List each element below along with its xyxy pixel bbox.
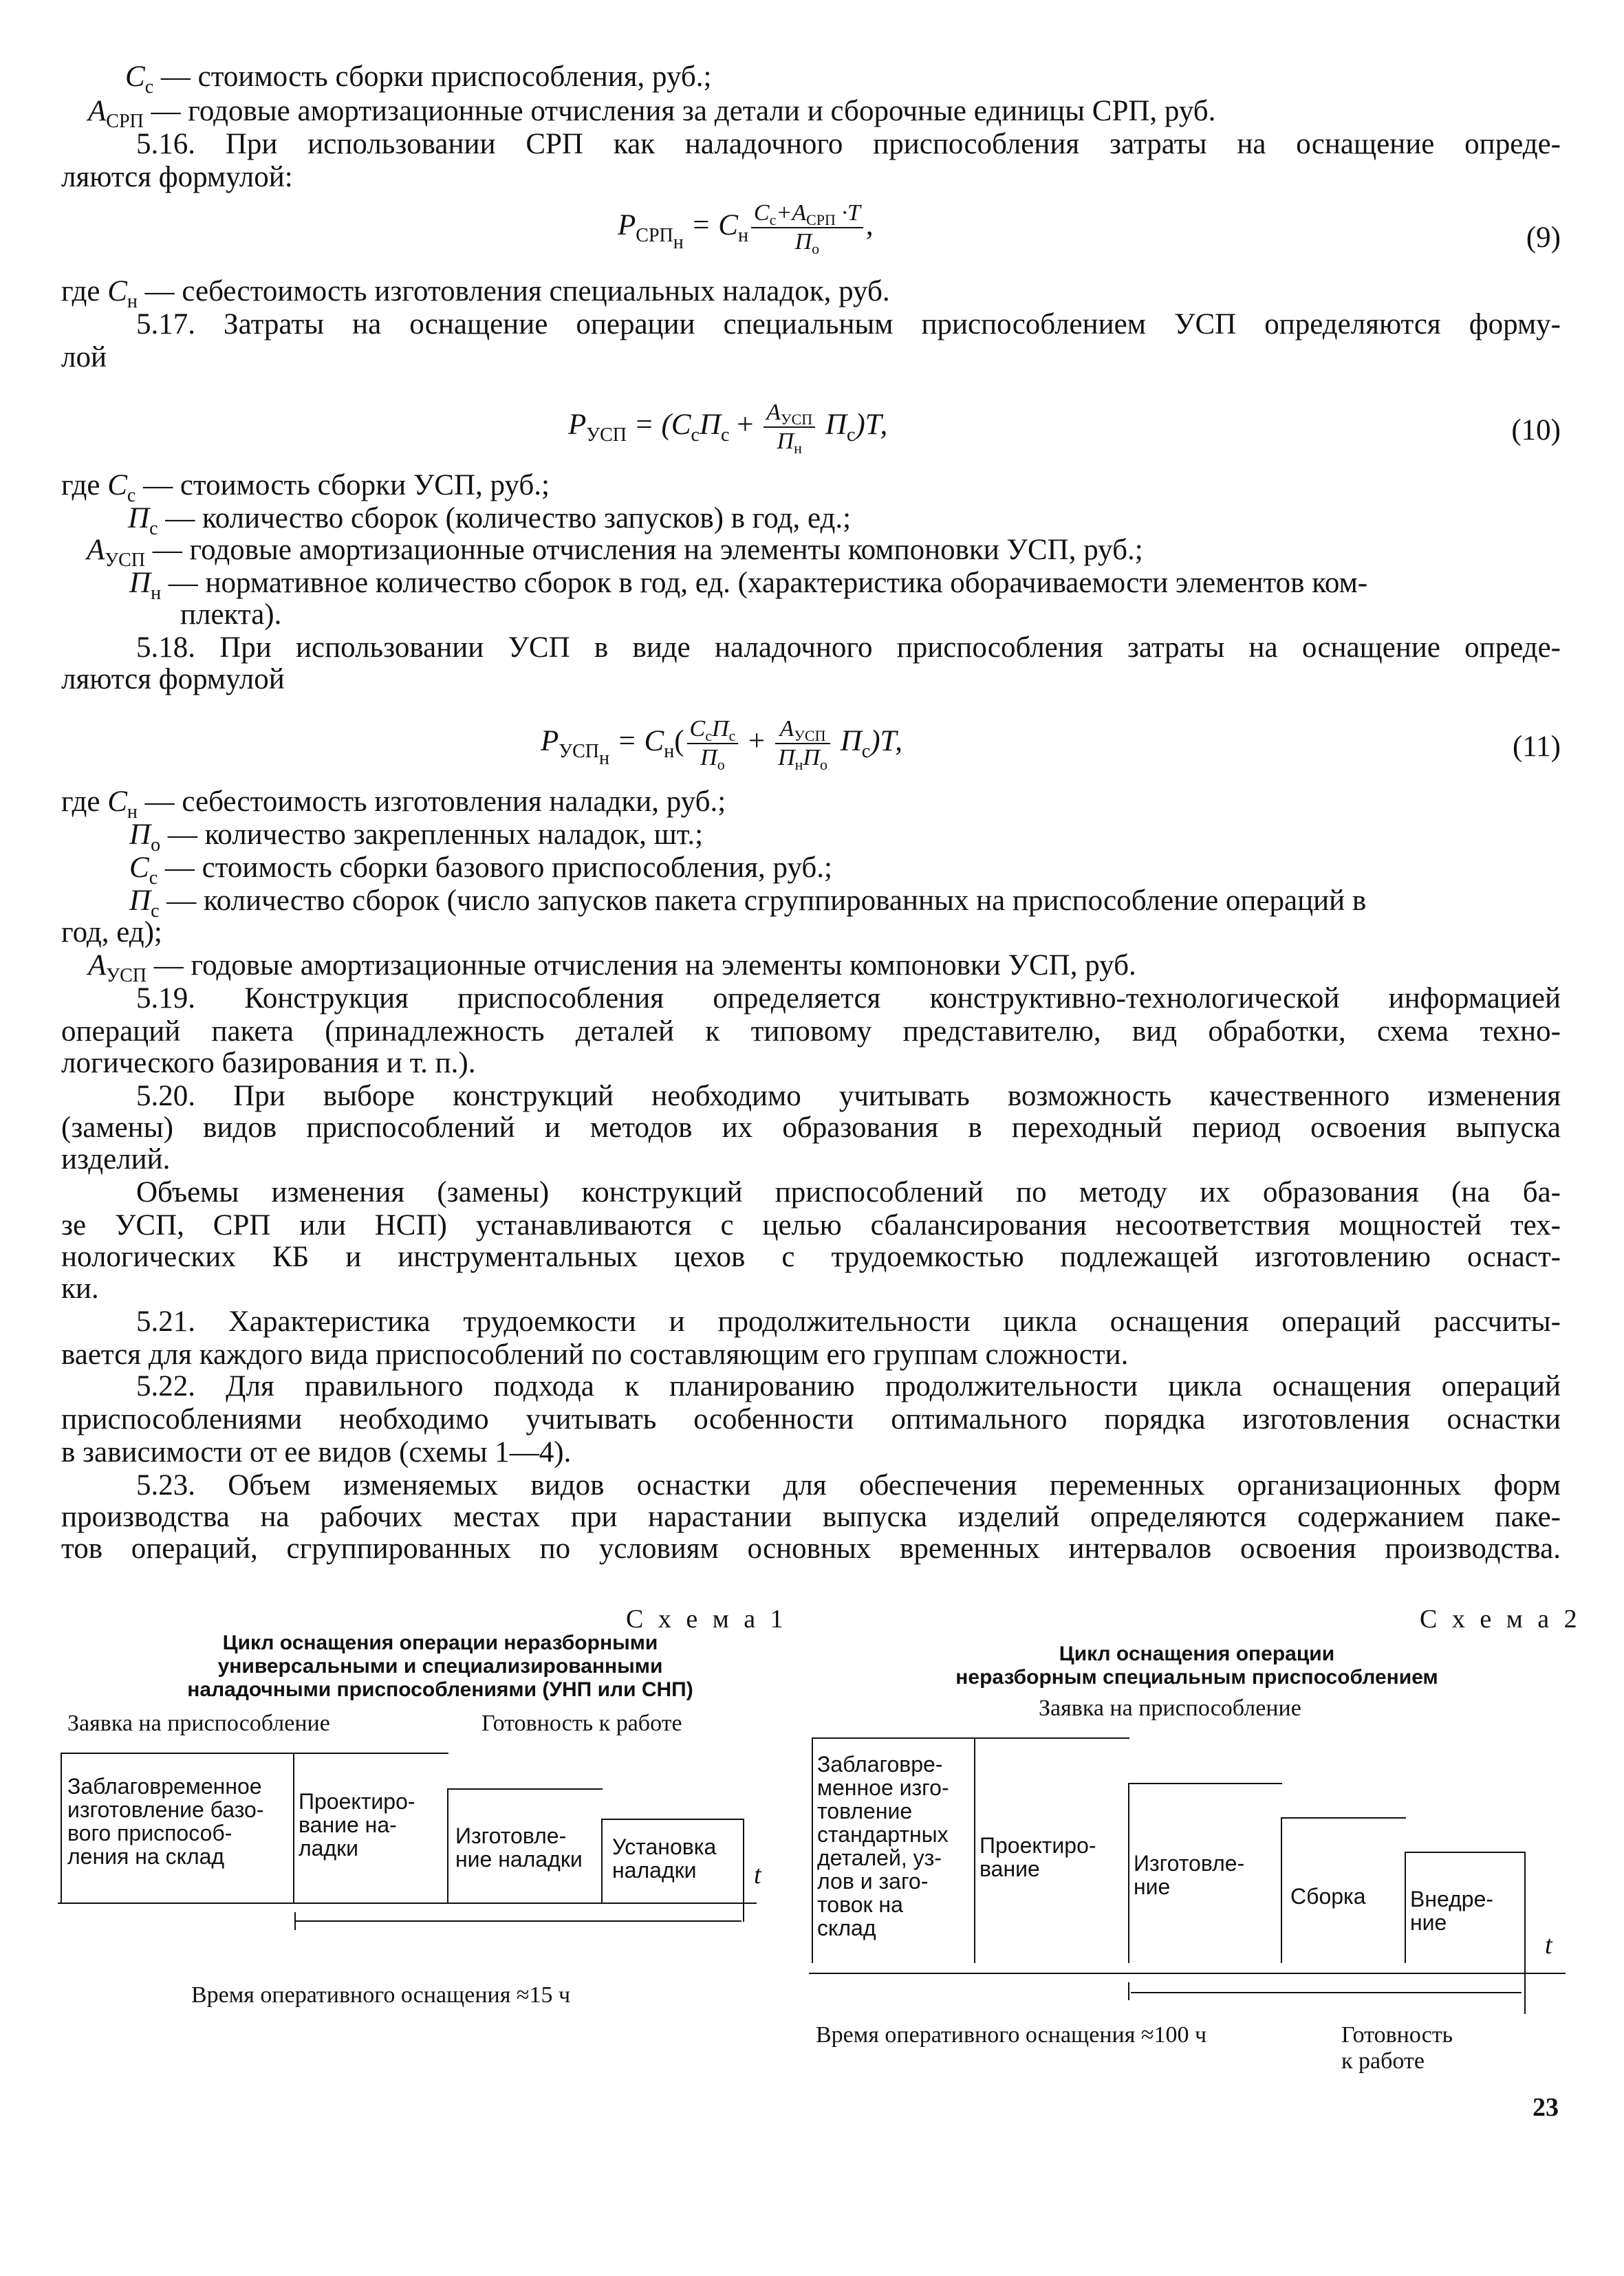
- formula-10-number: (10): [1511, 414, 1561, 446]
- scheme-1-stage-1-label: Заблаговременное изготовление базо- вого приспособ- ления на склад: [67, 1774, 264, 1869]
- scheme-1-t-label: t: [754, 1861, 761, 1889]
- scheme-2-ready-label: Готовность к работе: [1341, 2022, 1453, 2074]
- scheme-1-stage-4-label: Установка наладки: [612, 1834, 717, 1883]
- page-number: 23: [1533, 2093, 1559, 2122]
- paragraph-5-20: ки.: [61, 1272, 99, 1305]
- paragraph-5-20: изделий.: [61, 1143, 171, 1175]
- text-line: где $С_н$ — себестоимость изготовления специальных наладок, руб.: [61, 275, 890, 312]
- text-line: $П_с$ — количество сборок (число запусков пакета сгруппированных на приспособление операций в: [129, 885, 1367, 922]
- scheme-1-title: Цикл оснащения операции неразборными универсальными и специализированными наладочными приспособлениями (УНП или СНП): [187, 1632, 693, 1701]
- paragraph-5-23: производства на рабочих местах при нарастании выпуска изделий определяются содержанием паке-: [61, 1501, 1561, 1533]
- paragraph-5-19: логического базирования и т. п.).: [61, 1047, 476, 1079]
- paragraph-5-20: 5.20. При выборе конструкций необходимо учитывать возможность качественного изменения: [136, 1080, 1561, 1112]
- scheme-2-stage-1-label: Заблаговре- менное изго- товление стандартных деталей, уз- лов и заго- товок на склад: [817, 1752, 949, 1940]
- scheme-2-time-axis: [809, 1973, 1566, 1974]
- scheme-2-t-label: t: [1545, 1931, 1552, 1960]
- paragraph-5-20: Объемы изменения (замены) конструкций приспособлений по методу их образования (на ба-: [136, 1176, 1561, 1209]
- paragraph-5-16: 5.16. При использовании СРП как наладочного приспособления затраты на оснащение опреде-: [136, 128, 1561, 160]
- paragraph-5-20: зе УСП, СРП или НСП) устанавливаются с целью сбалансирования несоответствия мощностей тех-: [61, 1209, 1561, 1242]
- scheme-1-duration-tick: [294, 1912, 296, 1930]
- text-line: $П_с$ — количество сборок (количество запусков) в год, ед.;: [128, 502, 852, 539]
- paragraph-5-21: вается для каждого вида приспособлений по составляющим его группам сложности.: [61, 1338, 1129, 1371]
- scheme-2-stage-4-label: Сборка: [1290, 1884, 1366, 1909]
- text-line: $А_{СРП}$ — годовые амортизационные отчисления за детали и сборочные единицы СРП, руб.: [88, 95, 1216, 132]
- scheme-2-request-label: Заявка на приспособление: [1039, 1695, 1301, 1721]
- scheme-2-duration-arrow: [1131, 1992, 1522, 1993]
- text-line: $П_н$ — нормативное количество сборок в год, ед. (характеристика оборачиваемости элементов ком-: [129, 567, 1368, 604]
- text-line: $С_с$ — стоимость сборки базового приспособления, руб.;: [129, 852, 832, 889]
- scheme-1-time-axis: [58, 1903, 757, 1904]
- scheme-2-title: Цикл оснащения операции неразборным специальным приспособлением: [955, 1643, 1438, 1689]
- scheme-2-duration-tick: [1128, 1982, 1129, 2000]
- text-line: где $С_н$ — себестоимость изготовления наладки, руб.;: [61, 785, 726, 823]
- scheme-1-label: С х е м а 1: [626, 1605, 788, 1634]
- scheme-2-stage-3-label: Изготовле- ние: [1134, 1851, 1245, 1899]
- scheme-2-stage-2-label: Проектиро- вание: [979, 1833, 1096, 1881]
- paragraph-5-21: 5.21. Характеристика трудоемкости и продолжительности цикла оснащения операций рассчиты-: [136, 1305, 1561, 1338]
- formula-11-number: (11): [1512, 730, 1561, 763]
- scheme-1-stage-2-label: Проектиро- вание на- ладки: [299, 1789, 415, 1861]
- text-line: лой: [61, 341, 107, 373]
- paragraph-5-17: 5.17. Затраты на оснащение операции специальным приспособлением УСП определяются форму-: [136, 308, 1561, 340]
- scheme-1-duration-arrow: [296, 1920, 741, 1922]
- text-line: где $С_с$ — стоимость сборки УСП, руб.;: [61, 469, 550, 506]
- text-line: $П_о$ — количество закрепленных наладок, шт.;: [129, 819, 704, 856]
- paragraph-5-20: нологических КБ и инструментальных цехов с трудоемкостью подлежащей изготовлению оснаст-: [61, 1241, 1561, 1273]
- paragraph-5-23: 5.23. Объем изменяемых видов оснастки для обеспечения переменных организационных форм: [136, 1469, 1561, 1502]
- text-line: плекта).: [180, 598, 282, 631]
- paragraph-5-19: операций пакета (принадлежность деталей к типовому представителю, вид обработки, схема техно-: [61, 1015, 1561, 1048]
- paragraph-5-19: 5.19. Конструкция приспособления определяется конструктивно-технологической информацией: [136, 982, 1561, 1015]
- paragraph-5-20: (замены) видов приспособлений и методов их образования в переходный период освоения выпуска: [61, 1112, 1561, 1144]
- paragraph-5-22: в зависимости от ее видов (схемы 1—4).: [61, 1436, 572, 1468]
- scheme-1-ready-label: Готовность к работе: [481, 1711, 682, 1736]
- scheme-2-caption: Время оперативного оснащения ≈100 ч: [816, 2022, 1207, 2048]
- scheme-1-end: [743, 1819, 744, 1922]
- text-line: ляются формулой:: [61, 161, 293, 193]
- text-line: год, ед);: [61, 916, 162, 949]
- formula-9: $Р_{СРП_н} = С_н$ $\frac{С_с+А_{СРП} \cdot Т}{П_о}$ ,: [618, 200, 874, 257]
- scheme-1-request-label: Заявка на приспособление: [67, 1711, 330, 1736]
- scheme-1-stage-3-label: Изготовле- ние наладки: [455, 1823, 583, 1872]
- formula-10: $Р_{УСП} = (С_сП_с$ + $\frac{А_{УСП}}{П_н}$ $П_с)Т$,: [568, 400, 888, 457]
- scheme-2-end: [1524, 1852, 1526, 2014]
- paragraph-5-22: приспособлениями необходимо учитывать особенности оптимального порядка изготовления оснастки: [61, 1403, 1561, 1435]
- text-line: $А_{УСП}$ — годовые амортизационные отчисления на элементы компоновки УСП, руб.;: [87, 534, 1143, 571]
- paragraph-5-18: 5.18. При использовании УСП в виде наладочного приспособления затраты на оснащение опреде-: [136, 631, 1561, 664]
- formula-9-number: (9): [1526, 221, 1561, 254]
- scheme-2-label: С х е м а 2: [1420, 1605, 1581, 1634]
- paragraph-5-23: тов операций, сгруппированных по условиям основных временных интервалов освоения производства.: [61, 1532, 1561, 1565]
- text-line: ляются формулой: [61, 663, 285, 695]
- formula-11: $Р_{УСП_н} = С_н$( $\frac{С_сП_с}{П_о}$ + $\frac{А_{УСП}}{П_нП_о}$ $П_с)Т$,: [541, 716, 903, 773]
- text-line: $А_{УСП}$ — годовые амортизационные отчисления на элементы компоновки УСП, руб.: [88, 949, 1136, 986]
- scheme-2-stage-5-label: Внедре- ние: [1410, 1887, 1494, 1935]
- scheme-1-caption: Время оперативного оснащения ≈15 ч: [191, 1982, 571, 2008]
- paragraph-5-22: 5.22. Для правильного подхода к планированию продолжительности цикла оснащения операций: [136, 1370, 1561, 1402]
- text-line: $С_с$ — стоимость сборки приспособления, руб.;: [125, 61, 712, 98]
